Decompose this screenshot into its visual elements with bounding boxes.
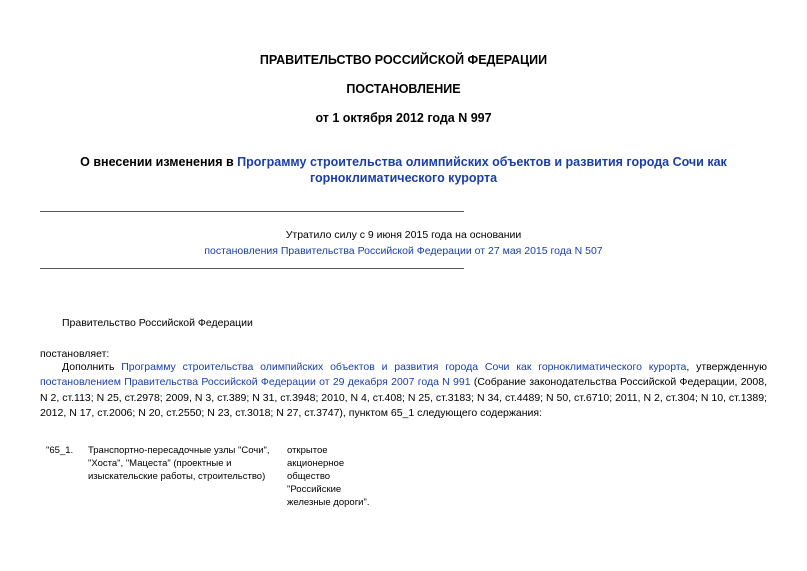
decrees-text: постановляет: (40, 348, 110, 360)
body-part1: Дополнить (62, 361, 122, 373)
status-note (40, 227, 767, 259)
table-row-description: Транспортно-пересадочные узлы "Сочи", "Хоста", "Мацеста" (проектные и изыскательские работы, строительство) (88, 445, 270, 482)
document-type-heading: ПОСТАНОВЛЕНИЕ (346, 82, 461, 96)
table-row-executor: открытое акционерное общество "Российские железные дороги". (287, 445, 370, 508)
top-divider (40, 211, 464, 212)
body-part2: , утвержденную (686, 361, 767, 373)
bottom-divider (40, 268, 464, 269)
decree-991-link[interactable]: постановлением Правительства Российской Федерации от 29 декабря 2007 года N 991 (40, 376, 471, 389)
authority-text: Правительство Российской Федерации (62, 317, 253, 329)
title-prefix: О внесении изменения в (80, 155, 238, 169)
status-note-text: Утратило силу с 9 июня 2015 года на основании (285, 229, 522, 241)
government-heading: ПРАВИТЕЛЬСТВО РОССИЙСКОЙ ФЕДЕРАЦИИ (259, 53, 548, 67)
amendment-paragraph (40, 360, 767, 422)
repeal-decree-link[interactable]: постановления Правительства Российской Федерации от 27 мая 2015 года N 507 (204, 245, 603, 257)
program-link[interactable]: Программу строительства олимпийских объектов и развития города Сочи как горноклиматического курорта (237, 155, 727, 185)
body-part3: (Собрание законодательства Российской Федерации, 2008, N 2, ст.113; N 25, ст.2978; 2009, N 3, ст.389; N 31, ст.3948; 2010, N 4, ст.408; N 25, ст.3183; N 34, ст.4489; N 50, ст.6710; 2011, N 2, ст.304; N 10, ст.1389; 2012, N 17, ст.2006; N 20, ст.2550; N 23, ст.3018; N 27, ст.3747), пунктом 65_1 следующего содержания: (40, 376, 767, 420)
program-body-link[interactable]: Программу строительства олимпийских объектов и развития города Сочи как горноклиматического курорта (121, 361, 687, 373)
table-row-number: "65_1. (46, 445, 74, 456)
document-title (40, 154, 767, 186)
document-date-number: от 1 октября 2012 года N 997 (315, 111, 492, 125)
